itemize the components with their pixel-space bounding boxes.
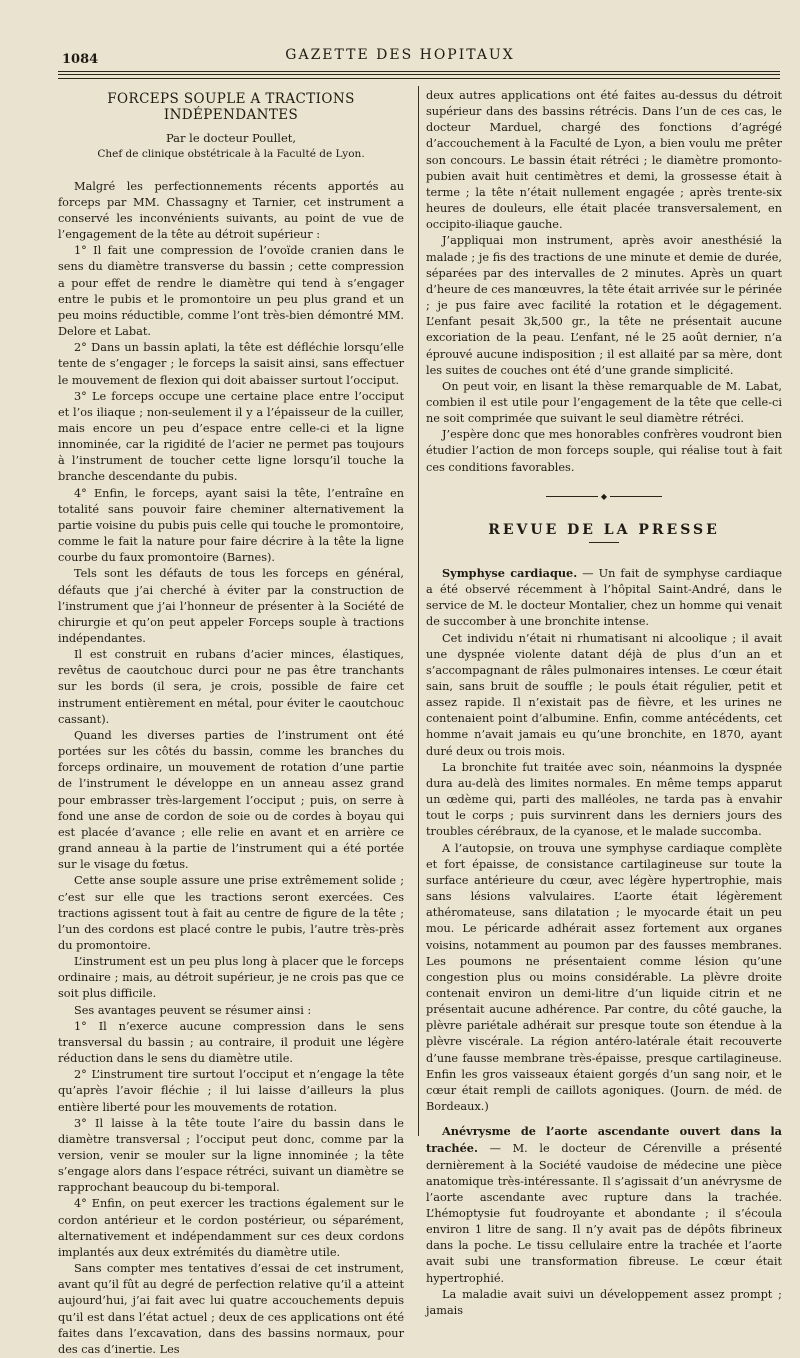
- page-number: 1084: [62, 52, 99, 67]
- paragraph: J’espère donc que mes honorables confrères voudront bien étudier l’action de mon forceps souple, qui réalise tout à fait ces conditions favorables.: [426, 428, 782, 474]
- separator-line: [610, 496, 662, 497]
- separator-line: [546, 496, 598, 497]
- section-separator: [426, 484, 782, 510]
- paragraph: 4° Enfin, on peut exercer les tractions également sur le cordon antérieur et le cordon postérieur, ou séparément, alternativement et indépendamment sur ces deux cordons implantés aux deux extrémités du diamètre utile.: [58, 1197, 404, 1259]
- spacer: [426, 1115, 782, 1123]
- paragraph: 3° Il laisse à la tête toute l’aire du bassin dans le diamètre transversal ; l’occiput peut donc, comme par la version, venir se mouler sur la ligne innominée ; la tête s’engage alors dans l’espace rétréci, suivant un diamètre se rapprochant beaucoup du bi-temporal.: [58, 1116, 404, 1195]
- paragraph: A l’autopsie, on trouva une symphyse cardiaque complète et fort épaisse, de consistance cartilagineuse sur toute la surface antérieure du cœur, avec légère hypertrophie, mais sans lésions valvulaires. L’aorte était légèrement athéromateuse, sans dilatation ; le myocarde était un peu mou. Le péricarde adhérait assez fortement aux organes voisins, notamment au poumon par des fausses membranes. Les poumons ne présentaient comme lésion qu’une congestion plus ou moins considérable. La plèvre droite contenait environ un demi-litre d’un liquide citrin et ne présentait aucune adhérence. Par contre, du côté gauche, la plèvre pariétale adhérait sur presque toute son étendue à la plèvre viscérale. La région antéro-latérale était recouverte d’une fausse membrane très-épaisse, presque cartilagineuse. Enfin les gros vaisseaux étaient gorgés d’un sang noir, et le cœur était rempli de caillots agoniques. (Journ. de méd. de Bordeaux.): [426, 841, 782, 1114]
- paragraph: Sans compter mes tentatives d’essai de cet instrument, avant qu’il fût au degré de perfection relative qu’il a atteint aujourd’hui, j’ai fait avec lui quatre accouchements depuis qu’il est dans l’état actuel ; deux de ces applications ont été faites dans l’excavation, dans des bassins normaux, pour des cas d’inertie. Les: [58, 1262, 404, 1356]
- right-column: [426, 88, 782, 1319]
- paragraph: L’instrument est un peu plus long à placer que le forceps ordinaire ; mais, au détroit supérieur, je ne crois pas que ce soit plus difficile.: [58, 955, 404, 1001]
- header-rule-top: [58, 71, 780, 72]
- header-rule-bottom: [58, 78, 780, 79]
- article-paragraph: [426, 1123, 782, 1287]
- journal-title: GAZETTE DES HOPITAUX: [285, 47, 515, 63]
- section-rule: [589, 542, 619, 543]
- separator-ornament: ◆: [600, 491, 608, 501]
- section-title: REVUE DE LA PRESSE: [488, 521, 720, 538]
- paragraph: Cet individu n’était ni rhumatisant ni alcoolique ; il avait une dyspnée violente datant déjà de plus d’un an et s’accompagnant de râles pulmonaires intenses. Le cœur était sain, sans bruit de souffle ; le pouls était régulier, petit et assez rapide. Il n’existait pas de fièvre, et les urines ne contenaient point d’albumine. Enfin, comme antécédents, cet homme n’avait jamais eu qu’une bronchite, en 1870, ayant duré deux ou trois mois.: [426, 631, 782, 758]
- article-author-role: Chef de clinique obstétricale à la Faculté de Lyon.: [97, 148, 365, 161]
- paragraph: deux autres applications ont été faites au-dessus du détroit supérieur dans des bassins rétrécis. Dans l’un de ces cas, le docteur Marduel, chargé des fonctions d’agrégé d’accouchement à la Faculté de Lyon, a bien voulu me prêter son concours. Le bassin était rétréci ; le diamètre promonto-pubien avait huit centimètres et demi, la grossesse était à terme ; la tête n’était nullement engagée ; après trente-six heures de douleurs, elle était placée transversalement, en occipito-iliaque gauche.: [426, 89, 782, 232]
- paragraph: 3° Le forceps occupe une certaine place entre l’occiput et l’os iliaque ; non-seulement il y a l’épaisseur de la cuiller, mais encore un peu d’espace entre celle-ci et la ligne innominée, car la rigidité de l’acier ne permet pas toujours à l’instrument de toucher cette ligne lorsqu’il touche la branche descendante du pubis.: [58, 389, 404, 484]
- article-text: — Un fait de symphyse cardiaque a été observé récemment à l’hôpital Saint-André, dans le service de M. le docteur Montalier, chez un homme qui venait de succomber à une bronchite intense.: [426, 566, 783, 629]
- paragraph: J’appliquai mon instrument, après avoir anesthésié la malade ; je fis des tractions de une minute et demie de durée, séparées par des intervalles de 2 minutes. Après un quart d’heure de ces manœuvres, la tête était arrivée sur le périnée ; je pus faire avec facilité la rotation et le dégagement. L’enfant pesait 3k,500 gr., la tête ne présentait aucune excoriation de la peau. L’enfant, né le 25 août dernier, n’a éprouvé aucune indisposition ; il est allaité par sa mère, dont les suites de couches ont été d’une grande simplicité.: [426, 234, 782, 377]
- left-column: [58, 88, 404, 1358]
- paragraph: La maladie avait suivi un développement assez prompt ; jamais: [426, 1287, 782, 1317]
- article-heading: Symphyse cardiaque.: [442, 565, 578, 580]
- paragraph: Tels sont les défauts de tous les forceps en général, défauts que j’ai cherché à éviter par la construction de l’instrument que j’ai l’honneur de présenter à la Société de chirurgie et qu’on peut appeler Forceps souple à tractions indépendantes.: [58, 567, 404, 645]
- article-author: Par le docteur Poullet,: [165, 131, 297, 146]
- article-title: FORCEPS SOUPLE A TRACTIONS INDÉPENDANTES: [107, 91, 355, 124]
- article-text: — M. le docteur de Cérenville a présenté dernièrement à la Société vaudoise de médecine une pièce anatomique très-intéressante. Il s’agissait d’un anévrysme de l’aorte ascendante avec rupture dans la trachée. L’hémoptysie fut foudroyante et abondante ; il s’écoula environ 1 litre de sang. Il n’y avait pas de dépôts fibrineux dans la poche. Le tissu cellulaire entre la trachée et l’aorte avait subi une transformation fibreuse. Le cœur était hypertrophié.: [426, 1142, 782, 1285]
- paragraph: Il est construit en rubans d’acier minces, élastiques, revêtus de caoutchouc durci pour ne pas être tranchants sur les bords (il sera, je crois, possible de faire cet instrument entièrement en métal, pour éviter le caoutchouc cassant).: [58, 648, 404, 726]
- paragraph: La bronchite fut traitée avec soin, néanmoins la dyspnée dura au-delà des limites normales. En même temps apparut un œdème qui, parti des malléoles, ne tarda pas à envahir tout le corps ; puis survinrent dans les derniers jours des troubles cérébraux, de la cyanose, et le malade succomba.: [426, 760, 782, 839]
- article-heading: Anévrysme de l’aorte ascendante ouvert dans la trachée.: [426, 1124, 782, 1156]
- header-rule-mid: [58, 74, 780, 75]
- paragraph: Malgré les perfectionnements récents apportés au forceps par MM. Chassagny et Tarnier, cet instrument a conservé les inconvénients suivants, au point de vue de l’engagement de la tête au détroit supérieur :: [58, 179, 404, 242]
- paragraph: 2° L’instrument tire surtout l’occiput et n’engage la tête qu’après l’avoir fléchie ; il lui laisse d’ailleurs la plus entière liberté pour les mouvements de rotation.: [58, 1068, 404, 1114]
- paragraph: 1° Il n’exerce aucune compression dans le sens transversal du bassin ; au contraire, il produit une légère réduction dans le sens du diamètre utile.: [58, 1019, 404, 1066]
- paragraph: On peut voir, en lisant la thèse remarquable de M. Labat, combien il est utile pour l’engagement de la tête que celle-ci ne soit comprimée que suivant le seul diamètre rétréci.: [426, 379, 782, 426]
- paragraph: 2° Dans un bassin aplati, la tête est défléchie lorsqu’elle tente de s’engager ; le forceps la saisit ainsi, sans effectuer le mouvement de flexion qui doit abaisser surtout l’occiput.: [58, 341, 404, 387]
- column-divider: [418, 86, 419, 1136]
- paragraph: Ses avantages peuvent se résumer ainsi :: [74, 1003, 312, 1017]
- paragraph: Quand les diverses parties de l’instrument ont été portées sur les côtés du bassin, comme les branches du forceps ordinaire, un mouvement de rotation d’une partie de l’instrument le développe en un anneau assez grand pour embrasser très-largement l’occiput ; puis, on serre à fond une anse de cordon de soie ou de cordes à boyau qui est placée d’avance ; elle relie en avant et en arrière ce grand anneau à la partie de l’instrument qui a été portée sur le visage du fœtus.: [58, 728, 404, 872]
- article-paragraph: [426, 565, 782, 631]
- paragraph: 1° Il fait une compression de l’ovoïde cranien dans le sens du diamètre transverse du bassin ; cette compression a pour effet de rendre le diamètre qui tend à s’engager entre le pubis et le promontoire un peu plus grand et un peu moins réductible, comme l’ont très-bien démontré MM. Delore et Labat.: [58, 244, 404, 339]
- paragraph: Cette anse souple assure une prise extrêmement solide ; c’est sur elle que les tractions seront exercées. Ces tractions agissent tout à fait au centre de figure de la tête ; l’un des cordons est placé contre le pubis, l’autre très-près du promontoire.: [58, 874, 404, 952]
- paragraph: 4° Enfin, le forceps, ayant saisi la tête, l’entraîne en totalité sans pouvoir faire cheminer alternativement la partie voisine du pubis puis celle qui touche le promontoire, comme le fait la nature pour faire décrire à la tête la ligne courbe du faux promontoire (Barnes).: [58, 486, 404, 565]
